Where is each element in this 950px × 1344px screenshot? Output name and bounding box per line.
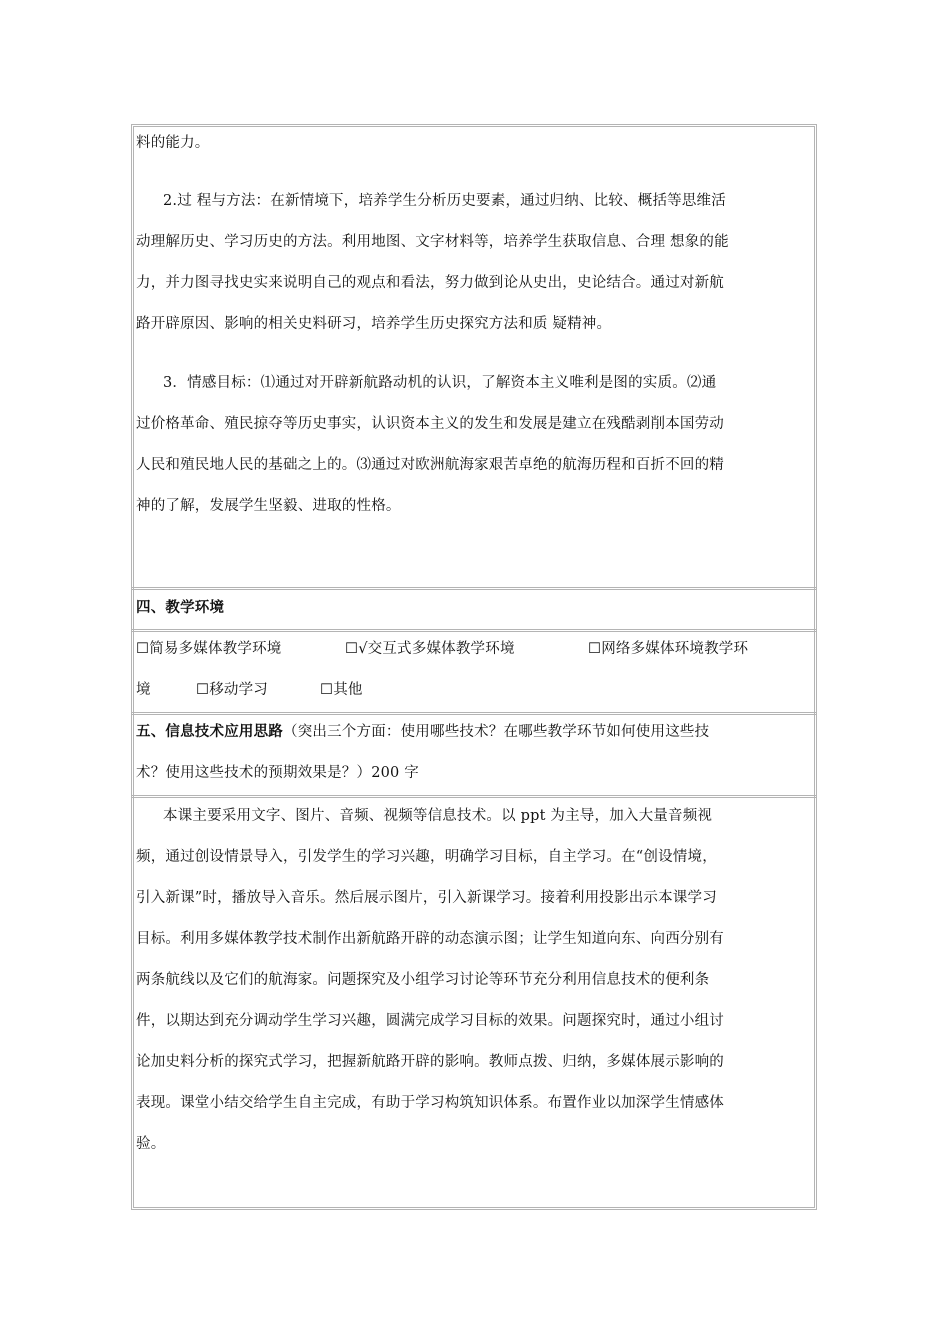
- section-heading-note-line: 术？使用这些技术的预期效果是？）200 字: [136, 765, 419, 781]
- environment-option[interactable]: ☐移动学习: [196, 682, 268, 698]
- process-method-line: 2.过 程与方法：在新情境下，培养学生分析历史要素，通过归纳、比较、概括等思维活: [163, 193, 726, 209]
- process-method-line: 路开辟原因、影响的相关史料研习，培养学生历史探究方法和质 疑精神。: [136, 316, 612, 332]
- body-line: 表现。课堂小结交给学生自主完成，有助于学习构筑知识体系。布置作业以加深学生情感体: [136, 1095, 724, 1111]
- row-divider: [131, 795, 817, 798]
- environment-option[interactable]: ☐√交互式多媒体教学环境: [345, 641, 515, 657]
- environment-option-continuation: 境: [136, 682, 151, 698]
- row-divider: [131, 712, 817, 715]
- body-line: 两条航线以及它们的航海家。问题探究及小组学习讨论等环节充分利用信息技术的便利条: [136, 972, 710, 988]
- row-divider: [131, 629, 817, 632]
- body-line: 本课主要采用文字、图片、音频、视频等信息技术。以 ppt 为主导，加入大量音频视: [163, 808, 713, 824]
- emotion-goal-line: 神的了解，发展学生坚毅、进取的性格。: [136, 498, 401, 514]
- section-heading-it-application: [136, 722, 709, 742]
- process-method-line: 动理解历史、学习历史的方法。利用地图、文字材料等，培养学生获取信息、合理 想象的能: [136, 234, 729, 250]
- section-heading-note: （突出三个方面：使用哪些技术？在哪些教学环节如何使用这些技: [283, 724, 710, 740]
- process-method-line: 力，并力图寻找史实来说明自己的观点和看法，努力做到论从史出，史论结合。通过对新航: [136, 275, 724, 291]
- environment-option[interactable]: ☐网络多媒体环境教学环: [588, 641, 749, 657]
- emotion-goal-line: 过价格革命、殖民掠夺等历史事实，认识资本主义的发生和发展是建立在残酷剥削本国劳动: [136, 416, 724, 432]
- emotion-goal-line: 3．情感目标：⑴通过对开辟新航路动机的认识，了解资本主义唯利是图的实质。⑵通: [163, 375, 717, 391]
- body-line: 引入新课”时，播放导入音乐。然后展示图片，引入新课学习。接着利用投影出示本课学习: [136, 890, 717, 906]
- environment-option[interactable]: ☐其他: [320, 682, 363, 698]
- body-line: 目标。利用多媒体教学技术制作出新航路开辟的动态演示图；让学生知道向东、向西分别有: [136, 931, 724, 947]
- text-line: 料的能力。: [136, 135, 210, 151]
- row-divider: [131, 587, 817, 590]
- emotion-goal-line: 人民和殖民地人民的基础之上的。⑶通过对欧洲航海家艰苦卓绝的航海历程和百折不回的精: [136, 457, 724, 473]
- section-heading-environment: 四、教学环境: [136, 599, 225, 616]
- section-heading-title: 五、信息技术应用思路: [136, 723, 283, 740]
- body-line: 件，以期达到充分调动学生学习兴趣，圆满完成学习目标的效果。问题探究时，通过小组讨: [136, 1013, 724, 1029]
- body-line: 论加史料分析的探究式学习，把握新航路开辟的影响。教师点拨、归纳，多媒体展示影响的: [136, 1054, 724, 1070]
- environment-option[interactable]: ☐简易多媒体教学环境: [136, 641, 282, 657]
- body-line: 验。: [136, 1136, 166, 1152]
- body-line: 频，通过创设情景导入，引发学生的学习兴趣，明确学习目标，自主学习。在“创设情境，: [136, 849, 717, 865]
